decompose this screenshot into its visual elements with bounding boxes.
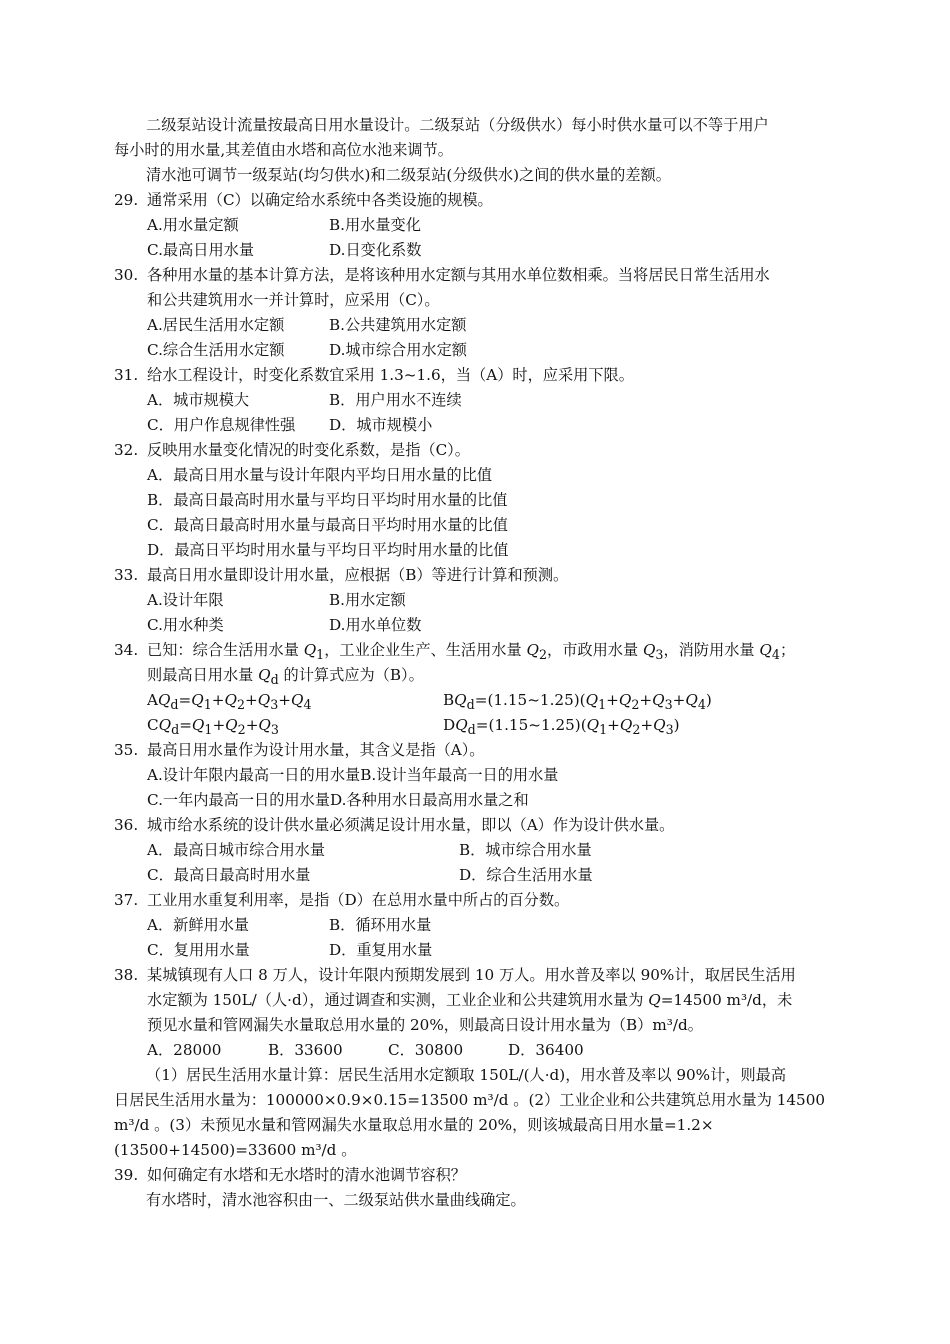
option-b: B．循环用水量 xyxy=(329,916,432,934)
question-number: 29. xyxy=(114,191,139,209)
option-d: D.用水单位数 xyxy=(329,616,422,634)
option-c: C.综合生活用水定额 xyxy=(147,341,285,359)
option-b: B．城市综合用水量 xyxy=(459,841,592,859)
option-d: D．最高日平均时用水量与平均日平均时用水量的比值 xyxy=(147,541,509,559)
question-text: 最高日用水量即设计用水量，应根据（B）等进行计算和预测。 xyxy=(147,566,569,584)
question-text: 工业用水重复利用率，是指（D）在总用水量中所占的百分数。 xyxy=(147,891,570,909)
option-c: C.用水种类 xyxy=(147,616,224,634)
question-text: 某城镇现有人口 8 万人，设计年限内预期发展到 10 万人。用水普及率以 90%计，取居民生活用 xyxy=(147,966,796,984)
question-38 xyxy=(114,963,796,988)
question-number: 30. xyxy=(114,266,139,284)
question-32 xyxy=(114,438,470,463)
question-36 xyxy=(114,813,674,838)
option-d: D．综合生活用水量 xyxy=(459,866,593,884)
intro-line-3: 清水池可调节一级泵站(均匀供水)和二级泵站(分级供水)之间的供水量的差额。 xyxy=(146,166,671,184)
option-b: B．最高日最高时用水量与平均日平均时用水量的比值 xyxy=(147,491,508,509)
option-a: A．最高日用水量与设计年限内平均日用水量的比值 xyxy=(147,466,493,484)
option-d: D.日变化系数 xyxy=(329,241,422,259)
question-text: 最高日用水量作为设计用水量，其含义是指（A）。 xyxy=(147,741,485,759)
option-d: $DQ_d=(1.15\sim 1.25)(Q_1+Q_2+Q_3)$ xyxy=(443,716,680,738)
option-c: C.最高日用水量 xyxy=(147,241,255,259)
question-30 xyxy=(114,263,770,288)
option-c: C．用户作息规律性强 xyxy=(147,416,296,434)
question-text: 反映用水量变化情况的时变化系数，是指（C）。 xyxy=(147,441,470,459)
question-number: 33. xyxy=(114,566,139,584)
solution-line-4: (13500+14500)=33600 m³/d 。 xyxy=(114,1141,357,1159)
question-33 xyxy=(114,563,568,588)
option-d: D．重复用水量 xyxy=(329,941,433,959)
option-a: A.居民生活用水定额 xyxy=(147,316,285,334)
option-b: B.用水定额 xyxy=(329,591,406,609)
question-text: 城市给水系统的设计供水量必须满足设计用水量，即以（A）作为设计供水量。 xyxy=(147,816,675,834)
solution-line-2: 日居民生活用水量为：100000×0.9×0.15=13500 m³/d 。(2）工业企业和公共建筑总用水量为 14500 xyxy=(114,1091,826,1109)
question-number: 37. xyxy=(114,891,139,909)
question-31 xyxy=(114,363,634,388)
question-number: 39. xyxy=(114,1166,139,1184)
option-a: A．28000 xyxy=(147,1041,222,1059)
option-b: $BQ_d=(1.15\sim 1.25)(Q_1+Q_2+Q_3+Q_4)$ xyxy=(443,691,712,713)
question-text-cont: 则最高日用水量 $Q_d$ 的计算式应为（B）。 xyxy=(147,666,424,688)
question-number: 34. xyxy=(114,641,139,659)
question-text: 如何确定有水塔和无水塔时的清水池调节容积？ xyxy=(147,1166,466,1184)
question-text: 各种用水量的基本计算方法，是将该种用水定额与其用水单位数相乘。当将居民日常生活用水 xyxy=(147,266,770,284)
option-a: A．新鲜用水量 xyxy=(147,916,250,934)
option-d: D．36400 xyxy=(508,1041,584,1059)
question-number: 36. xyxy=(114,816,139,834)
question-number: 31. xyxy=(114,366,139,384)
option-b: B．用户用水不连续 xyxy=(329,391,462,409)
question-number: 35. xyxy=(114,741,139,759)
option-c: C．30800 xyxy=(388,1041,464,1059)
option-c: C．复用用水量 xyxy=(147,941,250,959)
option-d: D．城市规模小 xyxy=(329,416,433,434)
question-number: 38. xyxy=(114,966,139,984)
solution-line-1: （1）居民生活用水量计算：居民生活用水定额取 150L/(人·d)，用水普及率以 90%计，则最高 xyxy=(146,1066,787,1084)
question-text: 通常采用（C）以确定给水系统中各类设施的规模。 xyxy=(147,191,493,209)
question-text: 已知：综合生活用水量 $Q_1$，工业企业生产、生活用水量 $Q_2$，市政用水量 $Q_3$，消防用水量 $Q_4$； xyxy=(147,641,796,663)
question-29 xyxy=(114,188,493,213)
option-a: A.设计年限 xyxy=(147,591,224,609)
option-c: C．最高日最高时用水量与最高日平均时用水量的比值 xyxy=(147,516,508,534)
option-c: $CQ_d=Q_1+Q_2+Q_3$ xyxy=(147,716,279,738)
question-text-cont: 和公共建筑用水一并计算时，应采用（C）。 xyxy=(147,291,440,309)
question-37 xyxy=(114,888,569,913)
question-39 xyxy=(114,1163,466,1188)
option-a: A．最高日城市综合用水量 xyxy=(147,841,326,859)
intro-line-2: 每小时的用水量,其差值由水塔和高位水池来调节。 xyxy=(114,141,453,159)
option-a: A．城市规模大 xyxy=(147,391,250,409)
option-a: $AQ_d=Q_1+Q_2+Q_3+Q_4$ xyxy=(147,691,312,713)
options-cd: C.一年内最高一日的用水量D.各种用水日最高用水量之和 xyxy=(147,791,529,809)
option-b: B．33600 xyxy=(268,1041,343,1059)
question-text-cont: 水定额为 150L/（人·d），通过调查和实测，工业企业和公共建筑用水量为 Q=14500 m³/d，未 xyxy=(147,991,793,1009)
option-a: A.用水量定额 xyxy=(147,216,239,234)
question-number: 32. xyxy=(114,441,139,459)
option-c: C．最高日最高时用水量 xyxy=(147,866,311,884)
intro-line-1: 二级泵站设计流量按最高日用水量设计。二级泵站（分级供水）每小时供水量可以不等于用户 xyxy=(146,116,769,134)
question-text-cont: 预见水量和管网漏失水量取总用水量的 20%，则最高日设计用水量为（B）m³/d。 xyxy=(147,1016,703,1034)
option-d: D.城市综合用水定额 xyxy=(329,341,467,359)
option-b: B.用水量变化 xyxy=(329,216,421,234)
option-b: B.公共建筑用水定额 xyxy=(329,316,467,334)
options-ab: A.设计年限内最高一日的用水量B.设计当年最高一日的用水量 xyxy=(147,766,559,784)
question-text: 给水工程设计，时变化系数宜采用 1.3~1.6，当（A）时，应采用下限。 xyxy=(147,366,634,384)
answer-line: 有水塔时，清水池容积由一、二级泵站供水量曲线确定。 xyxy=(146,1191,526,1209)
solution-line-3: m³/d 。(3）未预见水量和管网漏失水量取总用水量的 20%，则该城最高日用水量=1.2× xyxy=(114,1116,714,1134)
question-35 xyxy=(114,738,485,763)
